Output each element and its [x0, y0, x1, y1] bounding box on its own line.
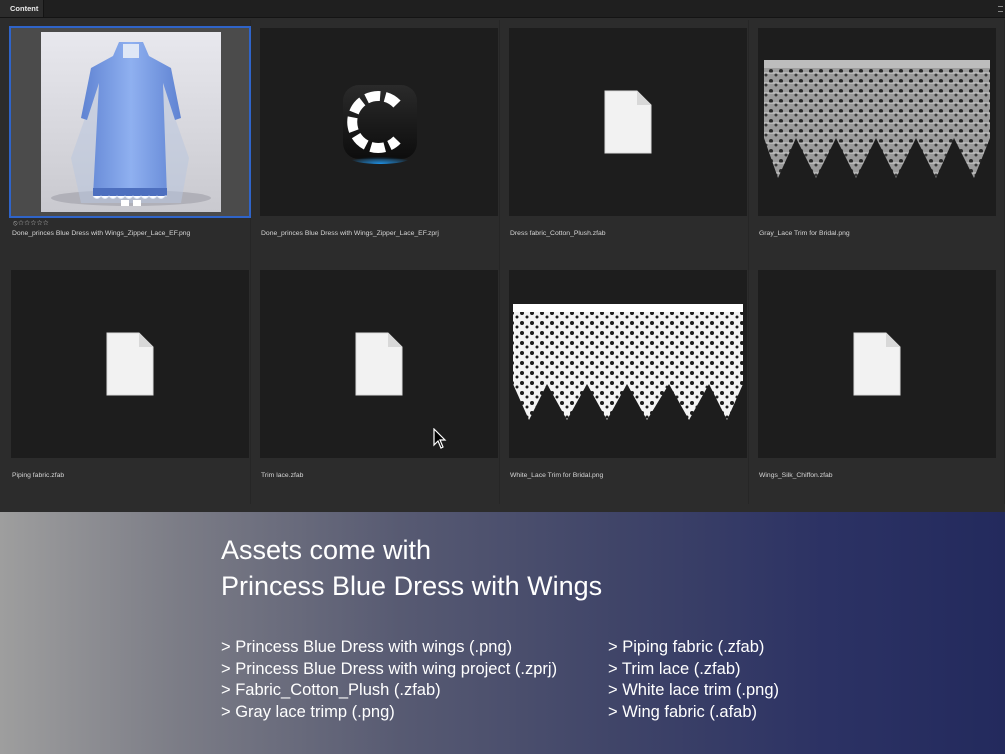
asset-filename: Done_princes Blue Dress with Wings_Zipper_Lace_EF.png [12, 230, 191, 237]
asset-list-item: > Piping fabric (.zfab) [608, 638, 765, 656]
asset-list-left [221, 637, 557, 724]
document-icon [603, 89, 653, 155]
asset-list-item: > Princess Blue Dress with wing project (.zprj) [221, 659, 558, 678]
banner-heading [221, 532, 602, 604]
asset-thumbnail[interactable] [260, 270, 498, 458]
document-icon [852, 331, 902, 397]
gray-lace-image [758, 28, 996, 216]
asset-tile[interactable] [501, 262, 749, 504]
asset-filename: Gray_Lace Trim for Bridal.png [759, 230, 850, 237]
banner-heading-line: Princess Blue Dress with Wings [221, 571, 603, 601]
asset-thumbnail[interactable] [11, 28, 249, 216]
asset-tile[interactable] [252, 262, 500, 504]
asset-filename: Piping fabric.zfab [12, 472, 65, 479]
asset-tile[interactable] [252, 20, 500, 262]
asset-tile[interactable] [501, 20, 749, 262]
asset-thumbnail[interactable] [509, 270, 747, 458]
asset-tile[interactable] [3, 262, 251, 504]
white-lace-image [509, 270, 747, 458]
asset-list-item: > Fabric_Cotton_Plush (.zfab) [221, 681, 441, 700]
asset-tile[interactable] [3, 20, 251, 262]
asset-thumbnail[interactable] [758, 28, 996, 216]
document-icon [354, 331, 404, 397]
asset-filename: Dress fabric_Cotton_Plush.zfab [510, 230, 606, 237]
dress-render-image [11, 28, 249, 216]
assets-banner [0, 512, 1005, 754]
banner-heading-line: Assets come with [221, 535, 432, 565]
asset-filename: Wings_Silk_Chiffon.zfab [759, 472, 833, 479]
tab-bar [0, 0, 1005, 18]
document-icon [105, 331, 155, 397]
asset-tile[interactable] [750, 262, 1005, 504]
rating-stars[interactable]: ⦸☆☆☆☆☆ [13, 220, 50, 227]
tab-content[interactable]: Content [0, 0, 44, 17]
asset-thumbnail[interactable] [758, 270, 996, 458]
asset-list-item: > Princess Blue Dress with wings (.png) [221, 638, 513, 656]
asset-list-item: > Wing fabric (.afab) [608, 703, 758, 722]
asset-filename: Trim lace.zfab [261, 472, 304, 479]
asset-list-right [608, 637, 779, 724]
clo-app-icon [260, 28, 498, 216]
asset-list-item: > Gray lace trimp (.png) [221, 703, 395, 722]
asset-list-item: > Trim lace (.zfab) [608, 659, 741, 678]
asset-thumbnail[interactable] [11, 270, 249, 458]
asset-filename: Done_princes Blue Dress with Wings_Zipper_Lace_EF.zprj [261, 230, 439, 237]
asset-tile[interactable] [750, 20, 1005, 262]
asset-thumbnail[interactable] [260, 28, 498, 216]
asset-filename: White_Lace Trim for Bridal.png [510, 472, 604, 479]
panel-menu-icon[interactable] [998, 6, 1003, 12]
mouse-cursor-icon [433, 428, 447, 450]
asset-thumbnail[interactable] [509, 28, 747, 216]
asset-list-item: > White lace trim (.png) [608, 681, 780, 700]
